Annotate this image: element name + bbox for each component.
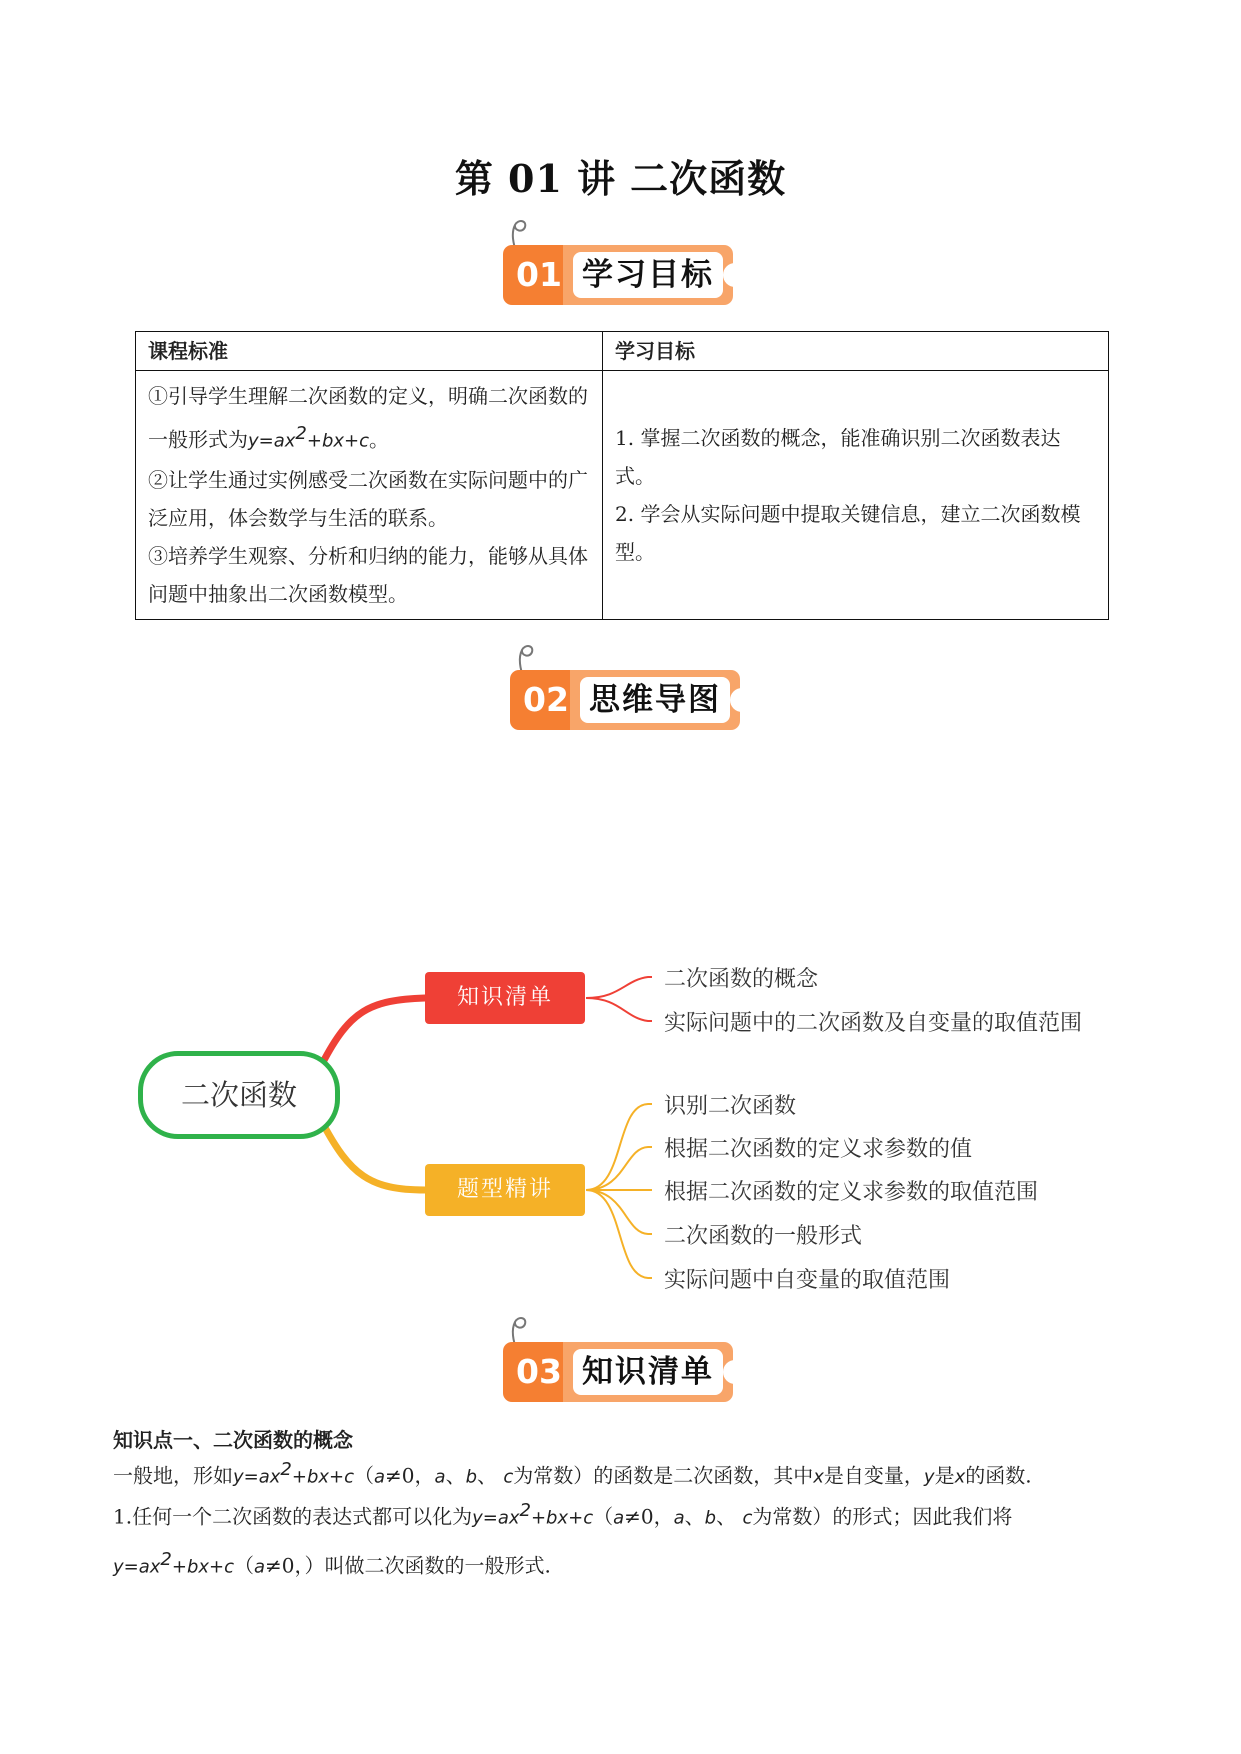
leaf-connectors-types (586, 1104, 652, 1278)
mindmap-branch-knowledge: 知识清单 (425, 972, 585, 1024)
badge-notch (723, 1360, 735, 1384)
lecture-topic: 二次函数 (630, 156, 787, 201)
mindmap-leaf: 二次函数的一般形式 (664, 1224, 863, 1249)
leaf-connectors-knowledge (586, 977, 652, 1021)
standard-item-1: ①引导学生理解二次函数的定义，明确二次函数的一般形式为$y=ax^2+bx+c$。 (148, 384, 588, 452)
section-label: 知识清单 (573, 1349, 723, 1395)
mindmap-root: 二次函数 (138, 1051, 340, 1139)
section-number: 03 (503, 1342, 575, 1402)
section-label: 思维导图 (580, 677, 730, 723)
mindmap-leaf: 实际问题中自变量的取值范围 (664, 1268, 951, 1293)
branch-connector-knowledge (322, 998, 425, 1064)
section-number: 02 (510, 670, 582, 730)
mindmap-leaf: 根据二次函数的定义求参数的取值范围 (664, 1180, 1039, 1205)
standard-item-3: ③培养学生观察、分析和归纳的能力，能够从具体问题中抽象出二次函数模型。 (148, 543, 588, 606)
header-learning-goals: 学习目标 (603, 332, 1109, 371)
header-course-standard: 课程标准 (136, 332, 603, 371)
section-badge-knowledge (503, 1342, 735, 1402)
section-label: 学习目标 (573, 252, 723, 298)
branch-connector-types (322, 1122, 425, 1190)
mindmap-leaf: 识别二次函数 (664, 1094, 797, 1119)
lecture-number: 第 01 讲 (454, 156, 617, 201)
general-form-paragraph: 1.任何一个二次函数的表达式都可以化为$y=ax^2+bx+c(a\ne 0$，a、b、 c为常数）的形式；因此我们将$y=ax^2+bx+c(a\ne 0$，）叫做二次函数的一般形式. (113, 1500, 1013, 1578)
definition-paragraph: 一般地，形如$y=ax^2+bx+c(a\ne 0$，a、b、 c为常数）的函数是二次函数，其中x是自变量，y是x的函数. (113, 1459, 1032, 1488)
goal-item-1: 1. 掌握二次函数的概念，能准确识别二次函数表达式。 (615, 425, 1061, 488)
goal-item-2: 2. 学会从实际问题中提取关键信息，建立二次函数模型。 (615, 501, 1081, 564)
section-label-box (563, 1342, 733, 1402)
standard-item-2: ②让学生通过实例感受二次函数在实际问题中的广泛应用，体会数学与生活的联系。 (148, 467, 588, 530)
mindmap-leaf: 二次函数的概念 (664, 967, 819, 992)
mindmap-leaf: 根据二次函数的定义求参数的值 (664, 1137, 973, 1162)
mindmap-branch-types: 题型精讲 (425, 1164, 585, 1216)
section-number: 01 (503, 245, 575, 305)
mindmap-leaf: 实际问题中的二次函数及自变量的取值范围 (664, 1011, 1083, 1036)
knowledge-point-heading: 知识点一、二次函数的概念 (113, 1428, 353, 1452)
